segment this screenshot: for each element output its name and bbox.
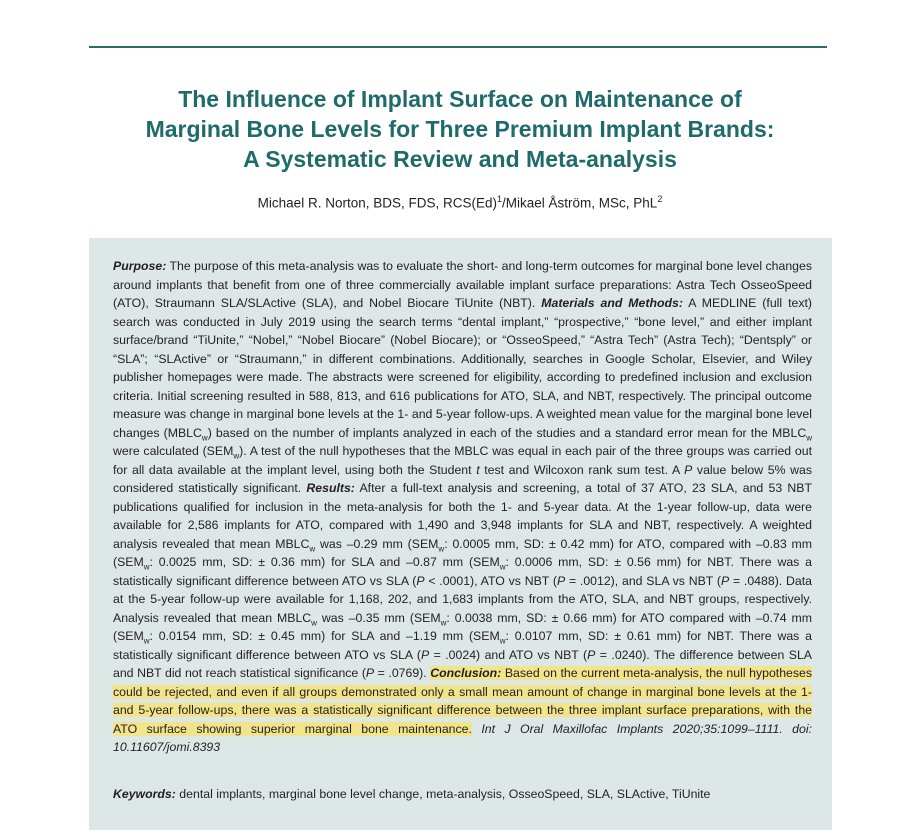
keywords-text: dental implants, marginal bone level change, meta-analysis, OsseoSpeed, SLA, SLActive, TiUnite [179,787,711,801]
author-2: Mikael Åström, MSc, PhL [505,195,658,211]
author-1-affiliation: 1 [496,194,502,204]
results-text: After a full-text analysis and screening, a total of 37 ATO, 23 SLA, and 53 NBT publications qualified for inclusion in the meta-analysis for both the 1- and 5-year data. At the 1-year follow-up, data were available for 2,586 implants for ATO, compared with 1,490 and 3,948 implants for SLA and NBT, respectively. A weighted analysis revealed that mean $MBLC_w$ was –0.29 mm ($SEM_w$: 0.0005 mm, SD: ± 0.42 mm) for ATO, compared with –0.83 mm ($SEM_w$: 0.0025 mm, SD: ± 0.36 mm) for SLA and –0.87 mm ($SEM_w$: 0.0006 mm, SD: ± 0.56 mm) for NBT. There was a statistically significant difference between ATO vs SLA (P < .0001), ATO vs NBT (P = .0012), and SLA vs NBT (P = .0488). Data at the 5-year follow-up were available for 1,168, 202, and 1,683 implants from the ATO, SLA, and NBT groups, respectively. Analysis revealed that mean $MBLC_w$ was –0.35 mm ($SEM_w$: 0.0038 mm, SD: ± 0.66 mm) for ATO compared with –0.74 mm ($SEM_w$: 0.0154 mm, SD: ± 0.45 mm) for SLA and –1.19 mm ($SEM_w$: 0.0107 mm, SD: ± 0.61 mm) for NBT. There was a statistically significant difference between ATO vs SLA (P = .0024) and ATO vs NBT (P = .0240). The difference between SLA and NBT did not reach statistical significance (P = .0769). [113,481,812,680]
purpose-text: The purpose of this meta-analysis was to evaluate the short- and long-term outcomes for marginal bone level changes around implants that benefit from one of three commercially available implant surface preparations: Astra Tech OsseoSpeed (ATO), Straumann SLA/SLActive (SLA), and Nobel Biocare TiUnite (NBT). [113,259,813,310]
title-line-3: A Systematic Review and Meta-analysis [243,146,677,172]
title-line-1: The Influence of Implant Surface on Maintenance of [178,86,742,112]
purpose-label: Purpose: [113,259,167,273]
author-2-affiliation: 2 [657,194,663,204]
title-line-2: Marginal Bone Levels for Three Premium Implant Brands: [145,116,775,142]
article-title [95,84,825,174]
methods-label: Materials and Methods: [541,296,683,310]
abstract-body [113,257,812,757]
author-1: Michael R. Norton, BDS, FDS, RCS(Ed) [257,195,497,211]
conclusion-text: Based on the current meta-analysis, the null hypotheses could be rejected, and even if all groups demonstrated only a small mean amount of change in marginal bone levels at the 1- and 5-year follow-ups, there was a statistically significant difference between the three implant surface preparations, with the ATO surface showing superior marginal bone maintenance. [113,666,813,736]
methods-text: A MEDLINE (full text) search was conducted in July 2019 using the search terms “dental implant,” “prospective,” “bone level,” and either implant surface/brand “TiUnite,” “Nobel,” “Nobel Biocare” (Nobel Biocare); or “OsseoSpeed,” “Astra Tech” (Astra Tech); “Dentsply” or “SLA”; “SLActive” or “Straumann,” in different combinations. Additionally, searches in Google Scholar, Elsevier, and Wiley publisher homepages were made. The abstracts were screened for eligibility, according to predefined inclusion and exclusion criteria. Initial screening resulted in 588, 813, and 616 publications for ATO, SLA, and NBT, respectively. The principal outcome measure was change in marginal bone levels at the 1- and 5-year follow-ups. A weighted mean value for the marginal bone level changes $(MBLC_w)$ based on the number of implants analyzed in each of the studies and a standard error mean for the $MBLC_w$ were calculated $(SEM_w)$. A test of the null hypotheses that the MBLC was equal in each pair of the three groups was carried out for all data available at the implant level, using both the Student t test and Wilcoxon rank sum test. A P value below 5% was considered statistically significant. [113,296,812,495]
results-label: Results: [306,481,355,495]
author-line [95,190,825,213]
author-separator: / [502,195,506,211]
conclusion-label: Conclusion: [430,666,502,680]
header-rule [89,46,827,48]
keywords [113,785,812,803]
citation: Int J Oral Maxillofac Implants 2020;35:1099–1111. doi: 10.11607/jomi.8393 [113,721,813,754]
keywords-label: Keywords: [113,787,176,801]
